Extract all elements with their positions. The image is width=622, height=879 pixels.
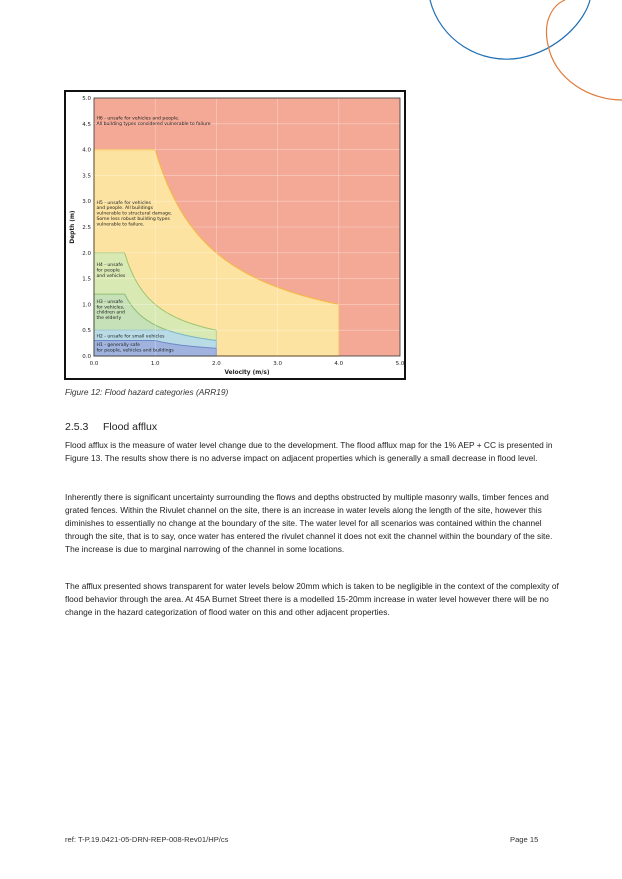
h2-label-line: H2 - unsafe for small vehicles [96,334,165,340]
h6-label-line: H6 - unsafe for vehicles and people. [96,116,180,122]
y-tick-label: 3.5 [82,173,91,180]
h3-label-line: H3 - unsafe [96,299,123,305]
y-tick-label: 4.0 [82,147,91,154]
paragraph-1: Flood afflux is the measure of water level change due to the development. The flood afflux map for the 1% AEP + CC is presented in Figure 13. The results show there is no adverse impact on adjacent properties which is generally a small decrease in flood level. [65,440,553,463]
h5-label-line: Some less robust building types [96,216,170,222]
y-tick-label: 5.0 [82,96,91,102]
h5-label-line: vulnerable to failure. [96,222,145,228]
x-tick-label: 0.0 [89,361,99,367]
h2-label [96,333,165,339]
h4-label-line: and vehicles [96,274,126,280]
y-tick-label: 1.0 [82,302,91,309]
h5-label-line: H5 - unsafe for vehicles [96,200,151,206]
y-tick-label: 0.5 [82,328,91,335]
h1-label-line: for people, vehicles and buildings [96,348,174,354]
footer-page-number: Page 15 [510,835,539,844]
h4-label-line: H4 - unsafe [96,263,123,269]
y-tick-label: 3.0 [82,199,91,206]
h3-label-line: children and [96,310,125,316]
x-tick-label: 3.0 [273,361,282,367]
h6-label-line: All building types considered vulnerable to failure [96,122,211,128]
h1-label-line: H1 - generally safe [96,343,140,349]
y-tick-label: 1.5 [82,276,91,283]
x-tick-label: 1.0 [150,361,160,367]
x-tick-label: 4.0 [334,361,344,367]
y-tick-label: 0.0 [82,354,91,360]
hazard-chart [64,90,406,380]
y-tick-label: 4.5 [82,121,91,128]
section-number: 2.5.3 [65,421,89,433]
h5-label-line: vulnerable to structural damage. [96,211,173,217]
x-tick-label: 5.0 [395,361,404,367]
h5-label-line: and people. All buildings [96,206,153,212]
y-tick-label: 2.0 [82,250,91,257]
blue-arc [430,0,590,59]
y-tick-label: 2.5 [82,225,91,231]
x-axis-label: Velocity (m/s) [224,370,270,376]
paragraph-2: Inherently there is significant uncertainty surrounding the flows and depths obstructed by multiple masonry walls, timber fences and grated fences. Within the Rivulet channel on the site, there is an increase in water levels along the length of the site, however this diminishes to essentially no change at the boundary of the site. The water level for all scenarios was contained within the channel through the site, that is to say, once water has entered the rivulet channel it does not exit the channel within the boundary of the site. The increase is due to marginal narrowing of the channel in some locations. [65,492,553,554]
paragraph-3: The afflux presented shows transparent for water levels below 20mm which is taken to be negligible in the context of the complexity of flood behavior through the area. At 45A Burnet Street there is a modelled 15-20mm increase in water level however there will be no change in the hazard categorization of flood water on this and other adjacent properties. [65,581,559,617]
y-axis-label: Depth (m) [70,210,76,244]
section-heading [65,421,157,433]
footer-reference: ref: T-P.19.0421-05-DRN-REP-008-Rev01/HP/cs [65,835,229,844]
h3-label [96,299,125,321]
h3-label-line: for vehicles, [96,305,125,311]
x-tick-label: 2.0 [212,361,221,367]
h3-label-line: the elderly [96,316,122,322]
h4-label-line: for people [96,268,120,274]
section-title: Flood afflux [103,421,158,433]
figure-caption: Figure 12: Flood hazard categories (ARR19) [65,387,229,397]
